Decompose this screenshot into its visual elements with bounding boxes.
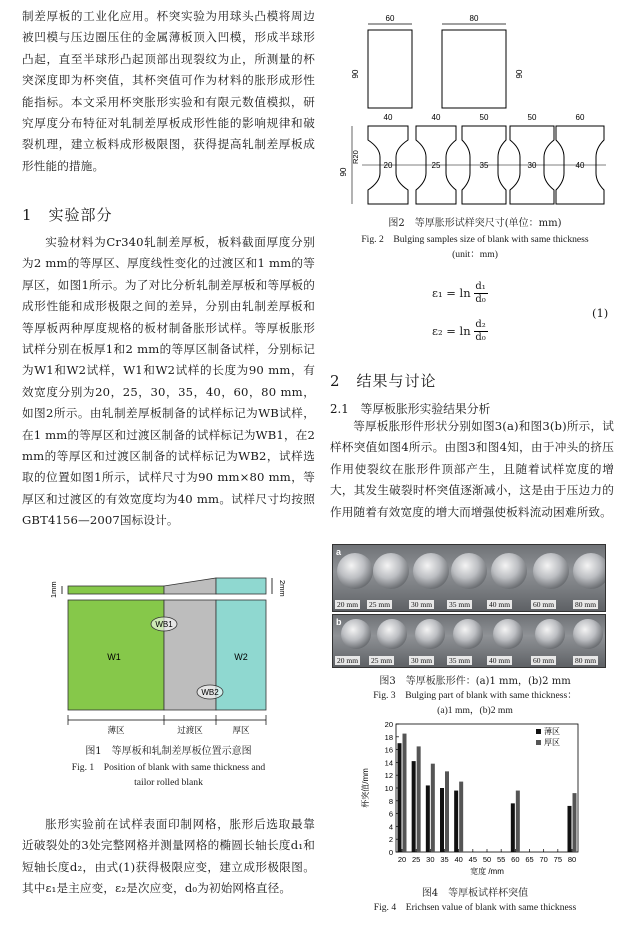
y-tick-label-4: 8 xyxy=(388,796,393,806)
photo-b-label-6: 80 mm xyxy=(575,656,597,665)
width-top-1: 40 xyxy=(431,113,441,122)
photo-a-label-5: 60 mm xyxy=(533,600,555,609)
x-tick-label-1: 25 xyxy=(411,855,421,864)
figure-4-caption-en: Fig. 4 Erichsen value of blank with same thickness xyxy=(373,902,577,913)
sample-size-diagram xyxy=(336,4,612,210)
bar-厚区-80 xyxy=(573,793,577,852)
bar-薄区-20 xyxy=(398,743,402,852)
x-tick-label-6: 50 xyxy=(482,855,492,864)
bar-厚区-35 xyxy=(445,771,449,852)
figure-3b-photo xyxy=(332,614,606,668)
bar-厚区-60 xyxy=(516,791,520,852)
x-tick-label-5: 45 xyxy=(468,855,478,864)
x-tick-label-11: 75 xyxy=(553,855,563,864)
x-tick-label-10: 70 xyxy=(539,855,548,864)
photo-a-label-0: 20 mm xyxy=(337,600,359,609)
bar-薄区-25 xyxy=(412,761,416,852)
grid-paragraph: 胀形实验前在试样表面印制网格，胀形后选取最靠近破裂处的3处完整网格并测量网格的椭圆长轴长度d₁和短轴长度d₂，由式(1)获得极限应变，建立成形极限图。其中ε₁是主应变，ε₂是次应变，d₀为初始网格直径。 xyxy=(22,817,315,896)
photo-b-label-5: 60 mm xyxy=(533,656,555,665)
figure-4-caption-zh: 图4 等厚板试样杯突值 xyxy=(421,888,529,899)
y-tick-label-7: 14 xyxy=(384,758,393,768)
x-tick-label-12: 80 xyxy=(567,855,577,864)
zone-thin-label: 薄区 xyxy=(107,725,125,735)
photo-b-label-2: 30 mm xyxy=(411,656,433,665)
wb1-label: WB1 xyxy=(155,620,173,629)
y-tick-label-6: 12 xyxy=(384,771,393,781)
y-tick-label-8: 16 xyxy=(384,745,393,755)
figure-1-caption-zh: 图1 等厚板和轧制差厚板位置示意图 xyxy=(85,746,252,757)
figure-3-caption-zh: 图3 等厚板胀形件：(a)1 mm，(b)2 mm xyxy=(379,676,571,687)
r20-label: R20 xyxy=(351,150,360,164)
x-tick-label-2: 30 xyxy=(426,855,435,864)
figure-2-caption-en: Fig. 2 Bulging samples size of blank with same thickness (unit：mm) xyxy=(361,234,589,260)
x-tick-label-9: 65 xyxy=(525,855,534,864)
erichsen-bar-chart xyxy=(356,718,596,878)
x-tick-label-8: 60 xyxy=(511,855,520,864)
x-tick-label-3: 35 xyxy=(440,855,449,864)
y-tick-label-10: 20 xyxy=(384,720,393,729)
legend-label-0: 薄区 xyxy=(544,727,560,736)
y-axis-label: 杯突值/mm xyxy=(361,768,370,808)
dim-1mm-label: 1mm xyxy=(49,581,58,598)
w1-label: W1 xyxy=(107,652,121,662)
photo-a-label-3: 35 mm xyxy=(449,600,471,609)
legend-label-1: 厚区 xyxy=(544,738,560,747)
width-top-4: 60 xyxy=(575,113,585,122)
svg-text:90: 90 xyxy=(339,167,348,177)
bar-厚区-40 xyxy=(459,782,463,852)
x-tick-label-7: 55 xyxy=(496,855,506,864)
bar-薄区-35 xyxy=(440,788,444,852)
figure-3b-tag: b xyxy=(336,617,342,627)
y-tick-label-0: 0 xyxy=(388,848,393,857)
photo-a-label-4: 40 mm xyxy=(489,600,511,609)
sample-80-rect xyxy=(442,30,506,108)
dim-2mm-label: 2mm xyxy=(278,580,287,597)
width-top-0: 40 xyxy=(383,113,393,122)
photo-b-label-0: 20 mm xyxy=(337,656,359,665)
photo-a-label-2: 30 mm xyxy=(411,600,433,609)
width-inner-1: 25 xyxy=(431,161,441,170)
figure-4-chart xyxy=(356,718,596,878)
y-tick-label-3: 6 xyxy=(388,809,393,819)
photo-a-label-6: 80 mm xyxy=(575,600,597,609)
photo-b-label-4: 40 mm xyxy=(489,656,511,665)
figure-1 xyxy=(34,576,292,736)
materials-paragraph: 实验材料为Cr340轧制差厚板，板料截面厚度分别为2 mm的等厚区、厚度线性变化的过渡区和1 mm的等厚区，如图1所示。为了对比分析轧制差厚板和等厚板的成形性能和成形极限之间的差异，分别由轧制差厚板和等厚板两种厚度规格的板材制备胀形试样。等厚板胀形试样分别在板厚1和2 mm的等厚区制备试样，分别标记为W1和W2试样，W1和W2试样的长度为90 mm，有效宽度分别为20，25，30，35，40，60，80 mm，如图2所示。由轧制差厚板制备的试样标记为WB试样，在1 mm的等厚区和过渡区制备的试样标记为WB1，在2 mm的等厚区和过渡区制备的试样标记为WB2，试样选取的位置如图1所示，试样尺寸为90 mm×80 mm，等厚区和过渡区的有效宽度均为40 mm。试样尺寸均按照GBT4156—2007国标设计。 xyxy=(22,235,315,528)
svg-text:90: 90 xyxy=(351,69,360,79)
width-top-2: 50 xyxy=(479,113,489,122)
results-paragraph: 等厚板胀形件形状分别如图3(a)和图3(b)所示，试样杯突值如图4所示。由图3和图4知，由于冲头的挤压作用使裂纹在胀形件顶部产生，且随着试样宽度的增大，其发生破裂时杯突值逐渐减小，这是由于压边力的作用随着有效宽度的增大而增强使板料流动困难所致。 xyxy=(330,419,614,519)
legend-swatch-0 xyxy=(536,729,541,734)
bar-薄区-80 xyxy=(568,806,572,852)
photo-a-label-1: 25 mm xyxy=(369,600,391,609)
width-top-3: 50 xyxy=(527,113,537,122)
width-inner-2: 35 xyxy=(479,161,489,170)
width-inner-0: 20 xyxy=(383,161,393,170)
transition-zone-strip xyxy=(164,578,216,594)
svg-text:80: 80 xyxy=(469,14,479,23)
bar-薄区-60 xyxy=(511,803,515,852)
x-axis-label: 宽度 /mm xyxy=(470,867,504,876)
y-tick-label-2: 4 xyxy=(388,822,393,832)
section-1-title: 1 实验部分 xyxy=(22,206,113,224)
thin-zone-strip xyxy=(68,586,164,594)
y-tick-label-9: 18 xyxy=(384,732,393,742)
sample-60-rect xyxy=(368,30,412,108)
figure-1-caption-en: Fig. 1 Position of blank with same thickness and tailor rolled blank xyxy=(71,762,266,788)
w2-label: W2 xyxy=(234,652,248,662)
equation-number: (1) xyxy=(592,306,609,320)
y-tick-label-1: 2 xyxy=(388,835,393,845)
bar-厚区-25 xyxy=(417,746,421,852)
bar-厚区-30 xyxy=(431,764,435,852)
zone-transition-label: 过渡区 xyxy=(177,725,203,735)
x-tick-label-0: 20 xyxy=(397,855,407,864)
width-inner-4: 40 xyxy=(575,161,585,170)
figure-2 xyxy=(336,4,612,210)
svg-text:60: 60 xyxy=(385,14,395,23)
wb2-label: WB2 xyxy=(201,688,219,697)
thick-zone-strip xyxy=(216,578,266,594)
bar-厚区-20 xyxy=(403,734,407,852)
zone-thick-label: 厚区 xyxy=(232,725,250,735)
figure-2-caption-zh: 图2 等厚胀形试样突尺寸(单位：mm) xyxy=(388,218,562,229)
section-2-1-title: 2.1 等厚板胀形实验结果分析 xyxy=(330,402,491,416)
bar-薄区-30 xyxy=(426,785,430,852)
figure-3-caption-en: Fig. 3 Bulging part of blank with same thickness： (a)1 mm，(b)2 mm xyxy=(373,690,577,716)
x-tick-label-4: 40 xyxy=(454,855,463,864)
figure-3a-photo xyxy=(332,544,606,612)
svg-text:90: 90 xyxy=(515,69,524,79)
y-tick-label-5: 10 xyxy=(384,784,393,793)
legend-swatch-1 xyxy=(536,740,541,745)
section-2-title: 2 结果与讨论 xyxy=(330,372,437,390)
intro-paragraph: 制差厚板的工业化应用。杯突实验为用球头凸模将周边被凹模与压边圈压住的金属薄板顶入凹模，形成半球形凸起，直至半球形凸起顶部出现裂纹为止，所测量的杯突深度即为杯突值，其杯突值可作为材料的胀形成形性能指标。本文采用杯突胀形实验和有限元数值模拟，研究厚度分布特征对轧制差厚板成形性能的影响规律和破裂机理，建立板料成形极限图，获得提高轧制差厚板成形性能的措施。 xyxy=(22,9,315,173)
photo-b-label-1: 25 mm xyxy=(371,656,393,665)
figure-3a-tag: a xyxy=(336,547,342,557)
photo-b-label-3: 35 mm xyxy=(449,656,471,665)
equation-1: ε₁ = ln d₁ d₀ ε₂ = ln d₂ d₀ xyxy=(432,280,486,343)
width-inner-3: 30 xyxy=(527,161,537,170)
bar-薄区-40 xyxy=(454,791,458,852)
blank-position-diagram xyxy=(34,576,292,736)
